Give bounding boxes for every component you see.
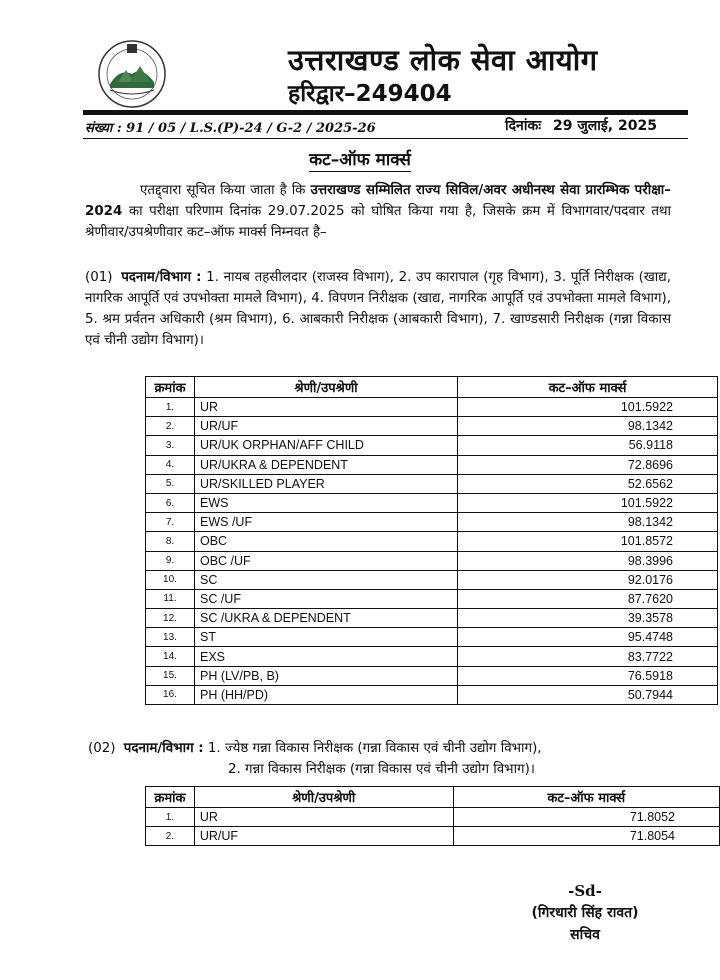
marks-cell: 39.3578 xyxy=(458,609,718,628)
table-row xyxy=(146,808,720,827)
category-cell: UR xyxy=(195,398,458,417)
section-2-label: पदनाम/विभाग : xyxy=(123,741,204,756)
reference-number: संख्या : 91 / 05 / L.S.(P)-24 / G-2 / 2025-26 xyxy=(85,121,376,136)
category-cell: EXS xyxy=(195,647,458,666)
header-marks: कट–ऑफ मार्क्स xyxy=(458,377,718,398)
signatory-designation: सचिव xyxy=(570,927,600,943)
marks-cell: 83.7722 xyxy=(458,647,718,666)
document-title-text: कट–ऑफ मार्क्स xyxy=(309,150,411,170)
marks-cell: 101.5922 xyxy=(458,493,718,512)
section-1-label: पदनाम/विभाग : xyxy=(121,270,202,285)
serial-cell: 15. xyxy=(146,666,195,685)
section-2-posts xyxy=(88,738,678,780)
organization-name: उत्तराखण्ड लोक सेवा आयोग xyxy=(288,43,598,77)
date-label: दिनांकः xyxy=(505,118,542,134)
marks-cell: 101.8572 xyxy=(458,532,718,551)
marks-cell: 87.7620 xyxy=(458,589,718,608)
cutoff-table-2 xyxy=(145,786,720,846)
table-row xyxy=(146,417,718,436)
marks-cell: 98.1342 xyxy=(458,513,718,532)
category-cell: PH (LV/PB, B) xyxy=(195,666,458,685)
header-divider-thick xyxy=(83,110,688,115)
table-row xyxy=(146,570,718,589)
issue-date xyxy=(505,116,657,135)
section-2-number: (02) xyxy=(88,741,116,756)
category-cell: UR xyxy=(194,808,453,827)
date-value: 29 जुलाई, 2025 xyxy=(553,118,657,134)
serial-cell: 13. xyxy=(146,628,195,647)
category-cell: UR/UF xyxy=(195,417,458,436)
exam-name: उत्तराखण्ड सम्मिलित राज्य सिविल/अवर अधीनस्थ सेवा प्रारम्भिक परीक्षा–2024 xyxy=(85,183,671,219)
serial-cell: 2. xyxy=(146,417,195,436)
intro-paragraph xyxy=(85,180,671,243)
serial-cell: 9. xyxy=(146,551,195,570)
table-row xyxy=(146,513,718,532)
serial-cell: 6. xyxy=(146,493,195,512)
category-cell: EWS /UF xyxy=(195,513,458,532)
category-cell: UR/UKRA & DEPENDENT xyxy=(195,455,458,474)
marks-cell: 72.8696 xyxy=(458,455,718,474)
category-cell: UR/SKILLED PLAYER xyxy=(195,474,458,493)
table-row xyxy=(146,666,718,685)
table-row xyxy=(146,493,718,512)
serial-cell: 7. xyxy=(146,513,195,532)
serial-cell: 4. xyxy=(146,455,195,474)
header-category: श्रेणी/उपश्रेणी xyxy=(194,787,453,808)
section-1-posts xyxy=(85,267,671,351)
signature-block xyxy=(510,880,660,946)
serial-cell: 5. xyxy=(146,474,195,493)
organization-address: हरिद्वार–249404 xyxy=(288,81,452,107)
commission-seal-logo xyxy=(96,38,168,110)
document-title xyxy=(0,147,720,170)
category-cell: SC /UKRA & DEPENDENT xyxy=(195,609,458,628)
category-cell: SC xyxy=(195,570,458,589)
table-row xyxy=(146,455,718,474)
cutoff-table-1 xyxy=(145,376,718,705)
table-row xyxy=(146,628,718,647)
category-cell: EWS xyxy=(195,493,458,512)
table-row xyxy=(146,827,720,846)
category-cell: UR/UF xyxy=(194,827,453,846)
header-divider-thin xyxy=(83,138,688,139)
category-cell: ST xyxy=(195,628,458,647)
table-row xyxy=(146,436,718,455)
marks-cell: 76.5918 xyxy=(458,666,718,685)
marks-cell: 92.0176 xyxy=(458,570,718,589)
category-cell: PH (HH/PD) xyxy=(195,685,458,704)
marks-cell: 52.6562 xyxy=(458,474,718,493)
intro-text-pre: एतद्द्वारा सूचित किया जाता है कि xyxy=(140,183,311,198)
serial-cell: 1. xyxy=(146,808,195,827)
table-row xyxy=(146,532,718,551)
category-cell: SC /UF xyxy=(195,589,458,608)
section-1-number: (01) xyxy=(85,270,113,285)
category-cell: UR/UK ORPHAN/AFF CHILD xyxy=(195,436,458,455)
marks-cell: 98.3996 xyxy=(458,551,718,570)
header-serial: क्रमांक xyxy=(146,377,195,398)
marks-cell: 50.7944 xyxy=(458,685,718,704)
intro-text-post: का परीक्षा परिणाम दिनांक 29.07.2025 को घोषित किया गया है, जिसके क्रम में विभागवार/पदवार तथा श्रेणीवार/उपश्रेणीवार कट–ऑफ मार्क्स निम्नवत है– xyxy=(85,204,671,240)
section-2-line-1: 1. ज्येष्ठ गन्ना विकास निरीक्षक (गन्ना विकास एवं चीनी उद्योग विभाग), xyxy=(207,741,542,756)
section-2-line-2: 2. गन्ना विकास निरीक्षक (गन्ना विकास एवं चीनी उद्योग विभाग)। xyxy=(228,762,535,777)
marks-cell: 71.8054 xyxy=(453,827,719,846)
table-row xyxy=(146,647,718,666)
table-row xyxy=(146,551,718,570)
serial-cell: 10. xyxy=(146,570,195,589)
serial-cell: 2. xyxy=(146,827,195,846)
serial-cell: 11. xyxy=(146,589,195,608)
marks-cell: 71.8052 xyxy=(453,808,719,827)
serial-cell: 3. xyxy=(146,436,195,455)
category-cell: OBC /UF xyxy=(195,551,458,570)
table-row xyxy=(146,685,718,704)
category-cell: OBC xyxy=(195,532,458,551)
signatory-name: (गिरधारी सिंह रावत) xyxy=(531,905,639,921)
marks-cell: 101.5922 xyxy=(458,398,718,417)
table-row xyxy=(146,609,718,628)
serial-cell: 14. xyxy=(146,647,195,666)
header-marks: कट–ऑफ मार्क्स xyxy=(453,787,719,808)
serial-cell: 1. xyxy=(146,398,195,417)
header-category: श्रेणी/उपश्रेणी xyxy=(195,377,458,398)
section-1-text: 1. नायब तहसीलदार (राजस्व विभाग), 2. उप कारापाल (गृह विभाग), 3. पूर्ति निरीक्षक (खाद्य, नागरिक आपूर्ति एवं उपभोक्ता मामले विभाग), 4. विपणन निरीक्षक (खाद्य, नागरिक आपूर्ति एवं उपभोक्ता मामले विभाग), 5. श्रम प्रर्वतन अधिकारी (श्रम विभाग), 6. आबकारी निरीक्षक (आबकारी विभाग), 7. खाण्डसारी निरीक्षक (गन्ना विकास एवं चीनी उद्योग विभाग)। xyxy=(85,270,671,348)
table-header-row xyxy=(146,787,720,808)
table-row xyxy=(146,398,718,417)
serial-cell: 16. xyxy=(146,685,195,704)
marks-cell: 95.4748 xyxy=(458,628,718,647)
table-row xyxy=(146,589,718,608)
serial-cell: 12. xyxy=(146,609,195,628)
marks-cell: 56.9118 xyxy=(458,436,718,455)
signature-mark: -Sd- xyxy=(568,882,602,900)
header-serial: क्रमांक xyxy=(146,787,195,808)
table-header-row xyxy=(146,377,718,398)
marks-cell: 98.1342 xyxy=(458,417,718,436)
table-row xyxy=(146,474,718,493)
serial-cell: 8. xyxy=(146,532,195,551)
